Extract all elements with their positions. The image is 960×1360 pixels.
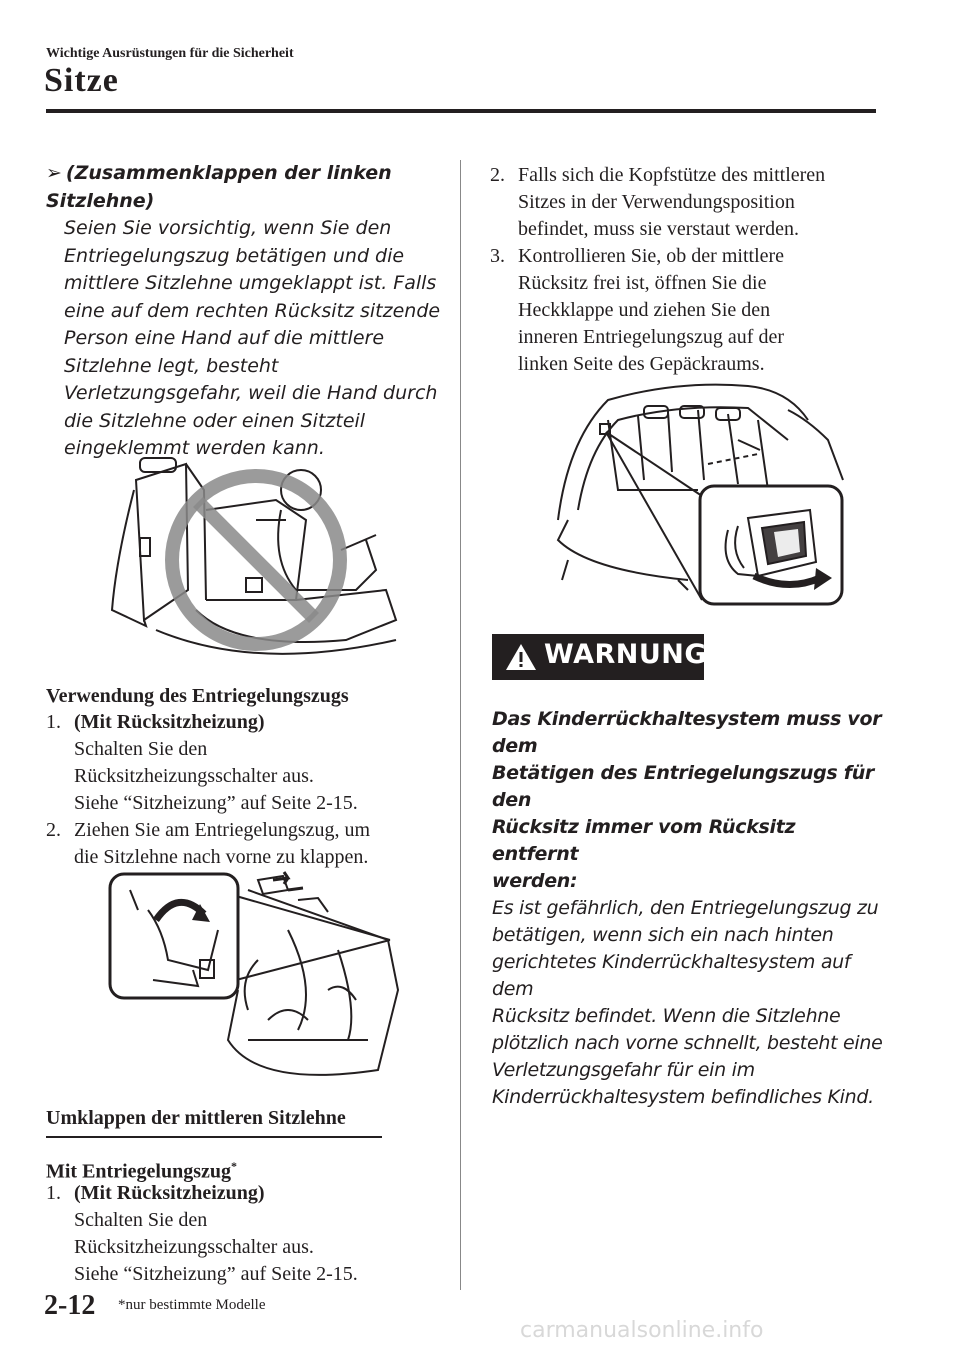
caution-arrow-icon: ➢ <box>46 162 62 184</box>
footnote: *nur bestimmte Modelle <box>118 1297 266 1313</box>
caution-block <box>46 160 446 463</box>
caution-body: Seien Sie vorsichtig, wenn Sie den Entriegelungszug betätigen und die mittlere Sitzlehne umgeklappt ist. Falls eine auf dem rechten Rücksitz sitzende Person eine Hand auf die mittlere Sitzlehne legt, besteht Verletzungsgefahr, weil die Hand durch die Sitzlehne oder einen Sitzteil eingeklemmt werden kann. <box>64 217 441 459</box>
sub-heading-with-strap: Mit Entriegelungszug* <box>46 1159 237 1183</box>
section-heading-middle-seatback: Umklappen der mittleren Sitzlehne <box>46 1107 382 1138</box>
trunk-release-illustration <box>548 380 848 610</box>
list-item: 2. Ziehen Sie am Entriegelungszug, um die Sitzlehne nach vorne zu klappen. <box>46 819 371 868</box>
list-item: 1. (Mit Rücksitzheizung) Schalten Sie den Rücksitzheizungsschalter aus. Siehe “Sitzheizung” auf Seite 2-15. <box>46 1182 358 1285</box>
header-rule <box>46 109 876 113</box>
watermark: carmanualsonline.info <box>520 1318 764 1343</box>
page-title: Sitze <box>44 62 119 99</box>
caution-heading: ➢ (Zusammenklappen der linken Sitzlehne) <box>46 162 392 212</box>
warning-triangle-icon <box>504 642 538 672</box>
sub-heading-release-strap: Verwendung des Entriegelungszugs <box>46 685 349 707</box>
warning-badge <box>492 634 708 680</box>
warning-badge-label: WARNUNG <box>544 639 708 670</box>
list-item: 2. Falls sich die Kopfstütze des mittleren Sitzes in der Verwendungsposition befindet, muss sie verstaut werden. <box>490 164 826 240</box>
warning-body: Das Kinderrückhaltesystem muss vor dem Betätigen des Entriegelungszugs für den Rücksitz immer vom Rücksitz entfernt werden: Es ist gefährlich, den Entriegelungszug zu betätigen, wenn sich ein nach hinten gerichtetes Kinderrückhaltesystem auf dem Rücksitz befindet. Wenn die Sitzlehne plötzlich nach vorne schnellt, besteht eine Verletzungsgefahr für ein im Kinderrückhaltesystem befindliches Kind. <box>492 708 883 1108</box>
prohibited-seat-illustration <box>96 450 406 672</box>
list-item: 1. (Mit Rücksitzheizung) Schalten Sie den Rücksitzheizungsschalter aus. Siehe “Sitzheizung” auf Seite 2-15. <box>46 711 358 814</box>
seat-release-illustration <box>108 870 408 1088</box>
section-title: Wichtige Ausrüstungen für die Sicherheit <box>46 46 294 61</box>
list-item: 3. Kontrollieren Sie, ob der mittlere Rücksitz frei ist, öffnen Sie die Heckklappe und ziehen Sie den inneren Entriegelungszug auf der linken Seite des Gepäckraums. <box>490 245 785 375</box>
page-number: 2-12 <box>44 1290 96 1321</box>
